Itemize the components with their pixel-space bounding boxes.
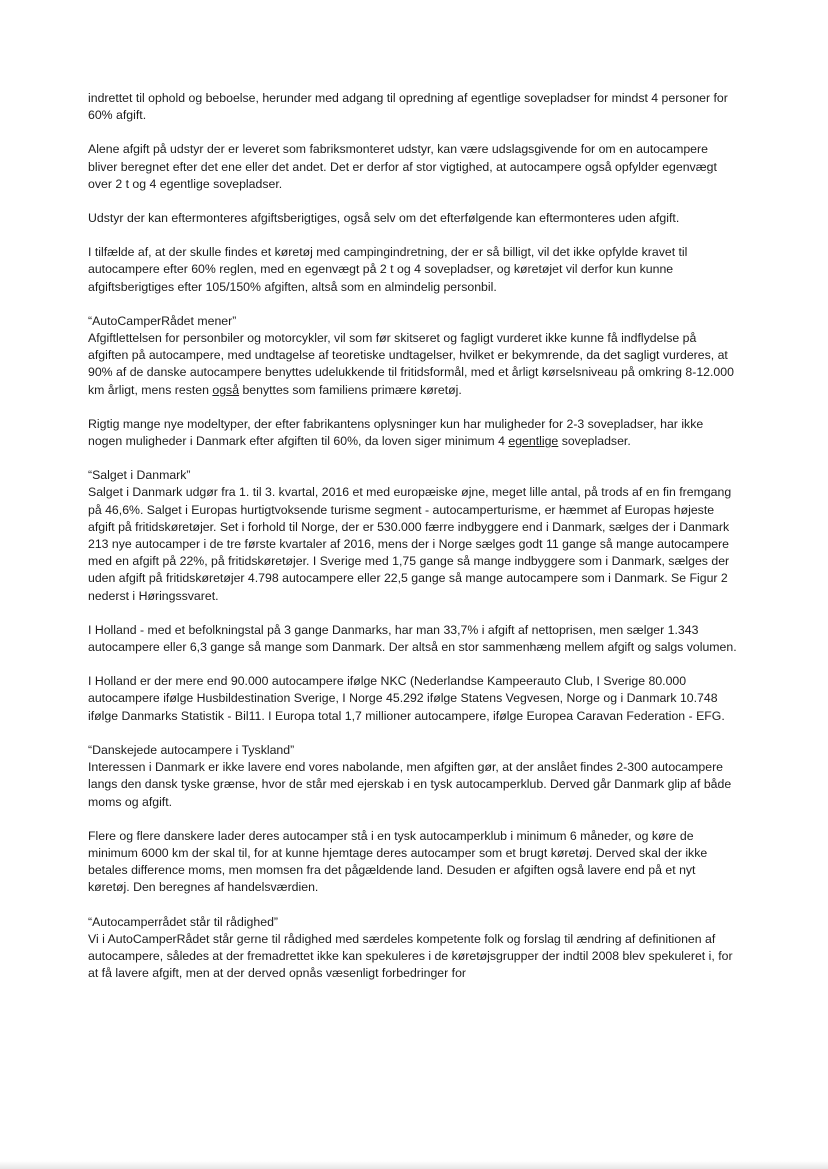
section-heading: “Salget i Danmark” xyxy=(88,468,191,483)
text-segment: Rigtig mange nye modeltyper, der efter fabrikantens oplysninger kun har muligheder for 2-3 sovepladser, har ikke nogen muligheder i Danmark efter afgiften til 60%, da loven siger minimum 4 xyxy=(88,416,704,449)
section-heading: “Danskejede autocampere i Tyskland” xyxy=(88,742,295,757)
section-heading: “Autocamperrådet står til rådighed” xyxy=(88,914,279,929)
paragraph-retrofit-equipment: Udstyr der kan eftermonteres afgiftsberigtiges, også selv om det efterfølgende kan eftermonteres uden afgift. xyxy=(88,211,680,226)
section-raadighed xyxy=(88,914,738,983)
paragraph-model-types xyxy=(88,416,738,450)
text-segment: sovepladser. xyxy=(558,434,631,449)
section-danskejede-autocampere xyxy=(88,742,738,811)
page-bottom-edge xyxy=(0,1161,828,1169)
document-body xyxy=(88,90,738,999)
section-heading: “AutoCamperRådet mener” xyxy=(88,313,237,328)
section-text: Salget i Danmark udgør fra 1. til 3. kvartal, 2016 et med europæiske øjne, meget lille antal, på trods af en fin fremgang på 46,6%. Salget i Europas hurtigtvoksende turisme segment - autocamperturisme, er hæmmet af Europas højeste afgift på fritidskøretøjer. Set i forhold til Norge, der er 530.000 færre indbyggere end i Danmark, sælges der i Danmark 213 nye autocamper i de tre første kvartaler af 2016, mens der i Norge sælges godt 11 gange så mange autocampere med en afgift på 22%, på fritidskøretøjer. I Sverige med 1,75 gange så mange indbyggere som i Danmark, sælges der uden afgift på fritidskøretøjer 4.798 autocampere eller 22,5 gange så mange autocampere som i Danmark. Se Figur 2 nederst i Høringssvaret. xyxy=(88,485,732,603)
underlined-word: også xyxy=(212,382,240,397)
paragraph-sleeping-places: indrettet til ophold og beboelse, herunder med adgang til opredning af egentlige sovepladser for mindst 4 personer for 60% afgift. xyxy=(88,91,728,123)
section-autocamperraadet-mener xyxy=(88,313,738,399)
paragraph-cheap-vehicle: I tilfælde af, at der skulle findes et køretøj med campingindretning, der er så billigt, vil det ikke opfylde kravet til autocampere efter 60% reglen, med en egenvægt på 2 t og 4 sovepladser, og køretøjet vil derfor kun kunne afgiftsberigtiges efter 105/150% afgiften, altså som en almindelig personbil. xyxy=(88,245,688,294)
paragraph-german-clubs: Flere og flere danskere lader deres autocamper stå i en tysk autocamperklub i minimum 6 måneder, og køre de minimum 6000 km der skal til, for at kunne hjemtage deres autocamper som et brugt køretøj. Derved skal der ikke betales difference moms, men momsen fra det pågældende land. Desuden er afgiften også lavere end på et nyt køretøj. Den beregnes af handelsværdien. xyxy=(88,828,708,895)
section-text: Vi i AutoCamperRådet står gerne til rådighed med særdeles kompetente folk og forslag til ændring af definitionen af autocampere, således at der fremadrettet ikke kan spekuleres i de køretøjsgrupper der indtil 2008 blev spekuleret i, for at få lavere afgift, men at der derved opnås væsenligt forbedringer for xyxy=(88,931,733,981)
paragraph-europe-fleet: I Holland er der mere end 90.000 autocampere ifølge NKC (Nederlandse Kampeerauto Club, I Sverige 80.000 autocampere ifølge Husbildestination Sverige, I Norge 45.292 ifølge Statens Vegvesen, Norge og i Danmark 10.748 ifølge Danmarks Statistik - Bil11. I Europa total 1,7 millioner autocampere, ifølge Europea Caravan Federation - EFG. xyxy=(88,674,725,723)
text-segment: Afgiftlettelsen for personbiler og motorcykler, vil som før skitseret og fagligt vurderet ikke kunne få indflydelse på afgiften på autocampere, med undtagelse af teoretiske undtagelser, hvilket er bekymrende, da det sagligt vurderes, at 90% af de danske autocampere benyttes udelukkende til fritidsformål, med et årligt kørselsniveau på omkring 8-12.000 km årligt, mens resten xyxy=(88,331,734,397)
section-salget-i-danmark xyxy=(88,467,738,605)
paragraph-factory-equipment: Alene afgift på udstyr der er leveret som fabriksmonteret udstyr, kan være udslagsgivende for om en autocampere bliver beregnet efter det ene eller det andet. Det er derfor af stor vigtighed, at autocampere også opfylder egenvægt over 2 t og 4 egentlige sovepladser. xyxy=(88,142,717,191)
text-segment: benyttes som familiens primære køretøj. xyxy=(239,382,462,397)
paragraph-holland-sales: I Holland - med et befolkningstal på 3 gange Danmarks, har man 33,7% i afgift af nettoprisen, men sælger 1.343 autocampere eller 6,3 gange så mange som Danmark. Der altså en stor sammenhæng mellem afgift og salgs volumen. xyxy=(88,622,737,655)
section-text: Interessen i Danmark er ikke lavere end vores nabolande, men afgiften gør, at der anslået findes 2-300 autocampere langs den dansk tyske grænse, hvor de står med ejerskab i en tysk autocamperklub. Derved går Danmark glip af både moms og afgift. xyxy=(88,760,732,809)
section-text xyxy=(88,330,738,399)
underlined-word: egentlige xyxy=(508,434,559,449)
